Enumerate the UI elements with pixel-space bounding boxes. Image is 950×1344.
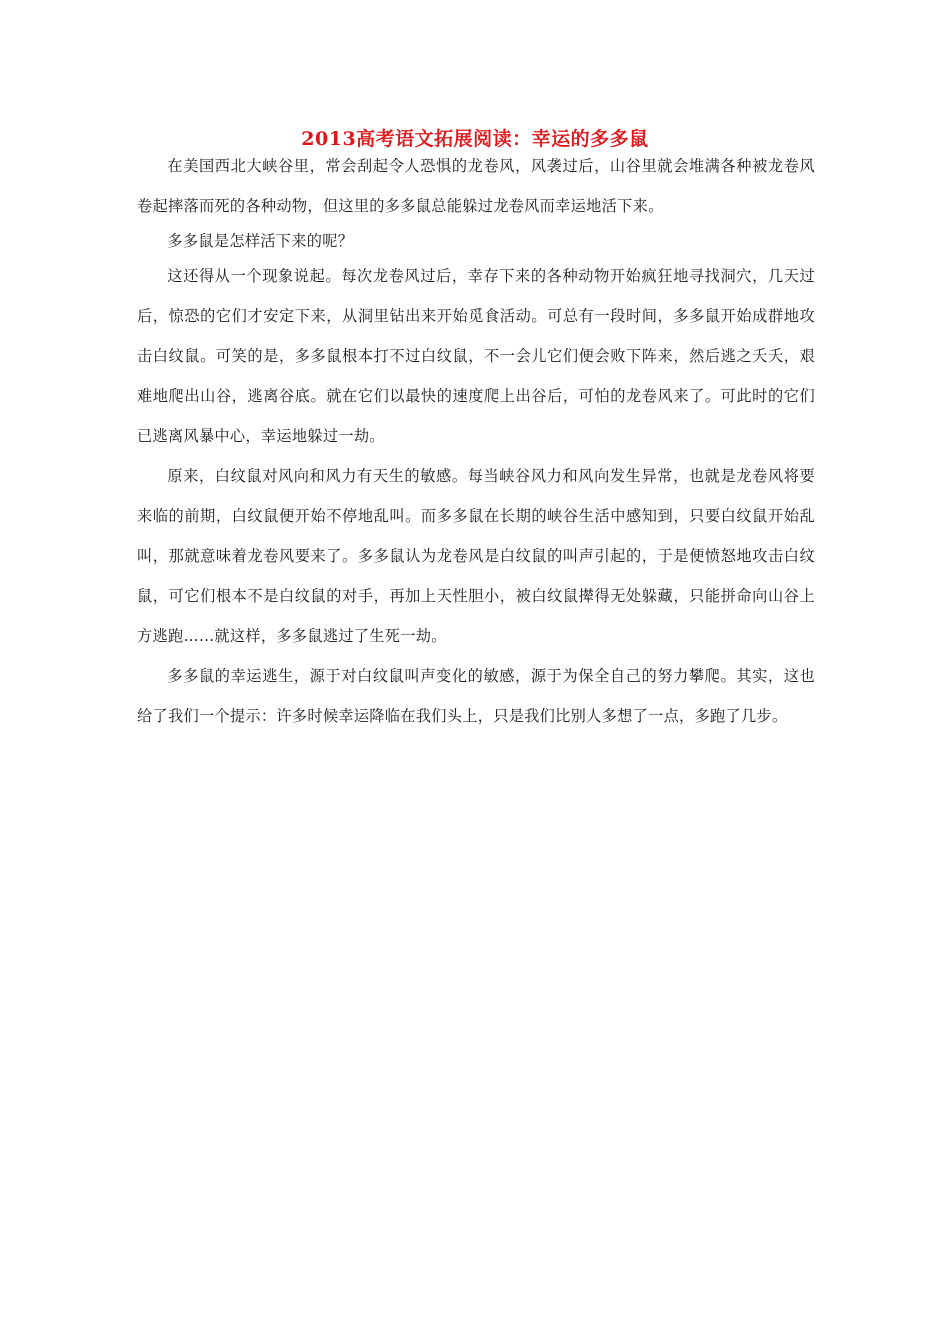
paragraph-2: 多多鼠是怎样活下来的呢？ — [167, 232, 354, 250]
paragraph-4: 原来，白纹鼠对风向和风力有天生的敏感。每当峡谷风力和风向发生异常，也就是龙卷风将要来临的前期，白纹鼠便开始不停地乱叫。而多多鼠在长期的峡谷生活中感知到，只要白纹鼠开始乱叫，那就意味着龙卷风要来了。多多鼠认为龙卷风是白纹鼠的叫声引起的，于是便愤怒地攻击白纹鼠，可它们根本不是白纹鼠的对手，再加上天性胆小，被白纹鼠撵得无处躲藏，只能拼命向山谷上方逃跑……就这样，多多鼠逃过了生死一劫。 — [137, 467, 815, 645]
paragraph-5: 多多鼠的幸运逃生，源于对白纹鼠叫声变化的敏感，源于为保全自己的努力攀爬。其实，这也给了我们一个提示：许多时候幸运降临在我们头上，只是我们比别人多想了一点，多跑了几步。 — [137, 667, 815, 725]
paragraph-1: 在美国西北大峡谷里，常会刮起令人恐惧的龙卷风，风袭过后，山谷里就会堆满各种被龙卷风卷起摔落而死的各种动物，但这里的多多鼠总能躲过龙卷风而幸运地活下来。 — [137, 157, 815, 215]
article-body — [137, 146, 815, 736]
paragraph-3: 这还得从一个现象说起。每次龙卷风过后，幸存下来的各种动物开始疯狂地寻找洞穴，几天过后，惊恐的它们才安定下来，从洞里钻出来开始觅食活动。可总有一段时间，多多鼠开始成群地攻击白纹鼠。可笑的是，多多鼠根本打不过白纹鼠，不一会儿它们便会败下阵来，然后逃之夭夭，艰难地爬出山谷，逃离谷底。就在它们以最快的速度爬上出谷后，可怕的龙卷风来了。可此时的它们已逃离风暴中心，幸运地躲过一劫。 — [137, 267, 815, 445]
page-title: 2013高考语文拓展阅读：幸运的多多鼠 — [301, 128, 649, 150]
